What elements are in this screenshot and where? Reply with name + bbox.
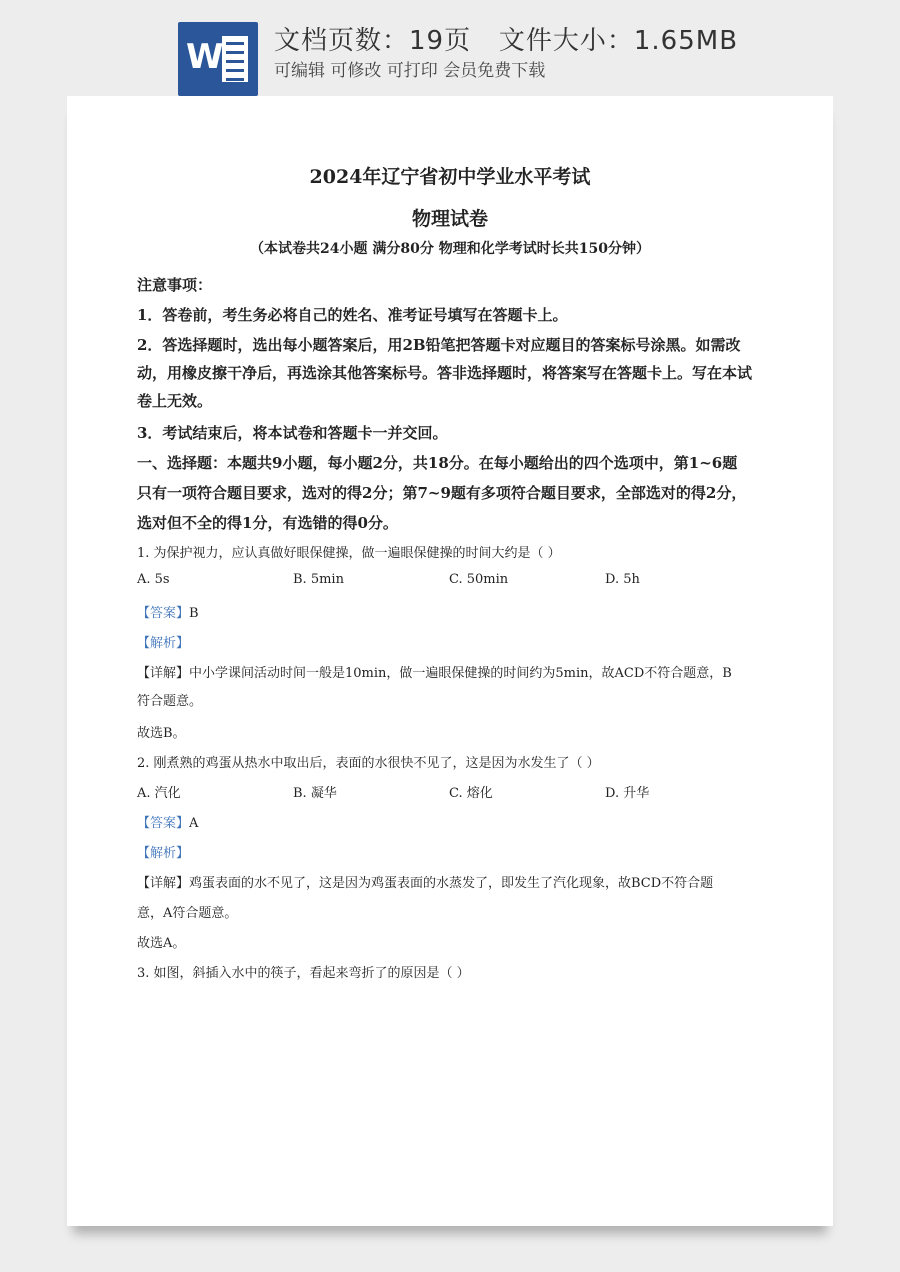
section-instructions: 只有一项符合题目要求，选对的得2分；第7~9题有多项符合题目要求，全部选对的得2分， [137,484,747,502]
word-icon-letter: W [186,37,224,77]
section-instructions: 一、选择题：本题共9小题，每小题2分，共18分。在每小题给出的四个选项中，第1~6题 [137,454,738,472]
question-2-stem: 2. 刚煮熟的鸡蛋从热水中取出后，表面的水很快不见了，这是因为水发生了（ ） [137,756,600,771]
banner-subtitle: 可编辑 可修改 可打印 会员免费下载 [274,61,546,81]
q1-option-a: A. 5s [137,572,170,587]
q2-analysis [137,842,189,861]
q1-answer [137,602,199,621]
q1-option-d: D. 5h [605,572,640,587]
section-instructions: 选对但不全的得1分，有选错的得0分。 [137,514,398,532]
answer-value: B [189,606,199,621]
q2-option-b: B. 凝华 [293,786,337,801]
exam-info: （本试卷共24小题 满分80分 物理和化学考试时长共150分钟） [250,241,650,257]
detail-text: 鸡蛋表面的水不见了，这是因为鸡蛋表面的水蒸发了，即发生了汽化现象，故BCD不符合题 [189,876,714,891]
notice-line: 动，用橡皮擦干净后，再选涂其他答案标号。答非选择题时，将答案写在答题卡上。写在本试 [137,364,753,382]
answer-tag: 【答案】 [137,606,190,621]
q2-conclusion: 故选A。 [137,936,186,951]
q1-analysis [137,632,189,651]
q2-detail [137,872,713,891]
notice-line: 卷上无效。 [137,392,213,410]
detail-text: 中小学课间活动时间一般是10min，做一遍眼保健操的时间约为5min，故ACD不符合题意，B [189,666,732,681]
q2-option-c: C. 熔化 [449,786,493,801]
notice-line: 2．答选择题时，选出每小题答案后，用2B铅笔把答题卡对应题目的答案标号涂黑。如需改 [137,336,741,354]
document-page [67,96,833,1226]
analysis-tag: 【解析】 [137,636,190,651]
q1-detail-cont: 符合题意。 [137,694,203,709]
question-1-stem: 1. 为保护视力，应认真做好眼保健操，做一遍眼保健操的时间大约是（ ） [137,546,561,561]
exam-title: 2024年辽宁省初中学业水平考试 [309,166,591,188]
answer-value: A [189,816,199,831]
answer-tag: 【答案】 [137,816,190,831]
q2-option-d: D. 升华 [605,786,650,801]
detail-tag: 【详解】 [137,666,190,681]
notice-heading: 注意事项： [137,276,213,294]
q2-detail-cont: 意，A符合题意。 [137,906,238,921]
notice-line: 3．考试结束后，将本试卷和答题卡一并交回。 [137,424,448,442]
question-3-stem: 3. 如图，斜插入水中的筷子，看起来弯折了的原因是（ ） [137,966,470,981]
q2-answer [137,812,198,831]
word-icon [178,22,258,96]
q1-option-c: C. 50min [449,572,509,587]
q1-conclusion: 故选B。 [137,726,186,741]
header-banner [0,0,900,100]
exam-subject: 物理试卷 [411,208,488,230]
q1-option-b: B. 5min [293,572,344,587]
notice-line: 1．答卷前，考生务必将自己的姓名、准考证号填写在答题卡上。 [137,306,568,324]
analysis-tag: 【解析】 [137,846,190,861]
detail-tag: 【详解】 [137,876,190,891]
q1-detail [137,662,732,681]
banner-title: 文档页数：19页 文件大小：1.65MB [274,26,739,56]
q2-option-a: A. 汽化 [137,786,181,801]
